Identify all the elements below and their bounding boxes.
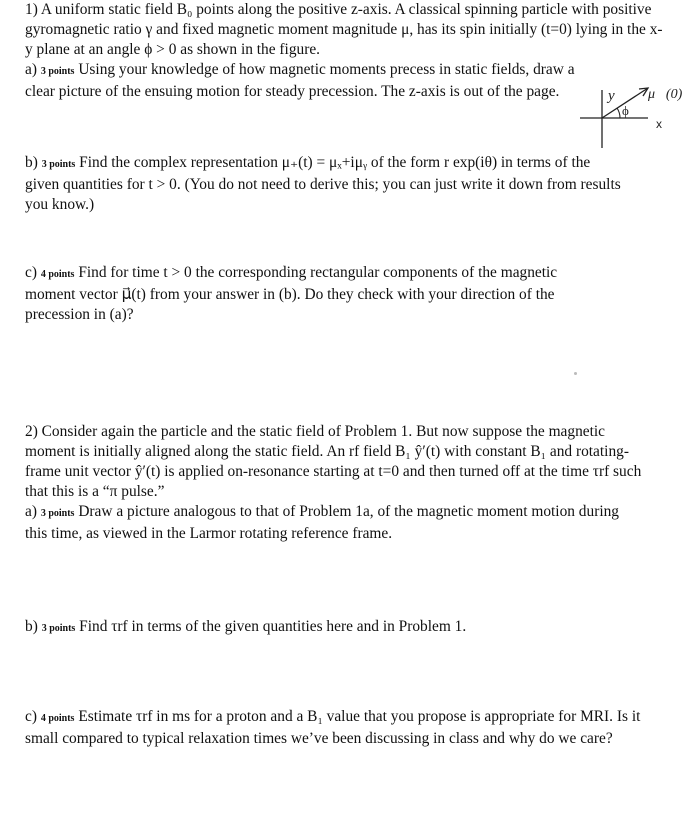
- scan-speck: [574, 372, 577, 375]
- points-badge: 3 points: [40, 66, 75, 77]
- axes-diagram: [580, 80, 690, 150]
- problem-1c: [25, 263, 600, 325]
- points-badge: 4 points: [40, 713, 75, 724]
- problem-2b-text: Find τrf in terms of the given quantities here and in Problem 1.: [79, 618, 467, 635]
- problem-2a-text: Draw a picture analogous to that of Problem 1a, of the magnetic moment motion during this time, as viewed in the Larmor rotating reference frame.: [25, 503, 619, 542]
- phi-label: ϕ: [622, 103, 629, 118]
- problem-2a: [25, 502, 625, 544]
- problem-1a: [25, 60, 585, 102]
- part-label: b): [25, 154, 38, 171]
- problem-1c-text: Find for time t > 0 the corresponding rectangular components of the magnetic moment vector μ⃗(t) from your answer in (b). Do they check with your direction of the precession in (a)?: [25, 264, 558, 323]
- part-label: c): [25, 264, 37, 281]
- y-axis-label: y: [608, 88, 615, 104]
- part-label: c): [25, 708, 37, 725]
- points-badge: 4 points: [40, 269, 75, 280]
- problem-1-intro: 1) A uniform static field B₀ points along the positive z-axis. A classical spinning particle with positive gyromagnetic ratio γ and fixed magnetic moment magnitude μ, has its spin initially (t=0) lying in the x-y plane at an angle ϕ > 0 as shown in the figure.: [25, 1, 663, 58]
- problem-1a-text: Using your knowledge of how magnetic moments precess in static fields, draw a clear picture of the ensuing motion for steady precession. The z-axis is out of the page.: [25, 61, 575, 100]
- points-badge: 3 points: [40, 508, 75, 519]
- x-axis-label: x: [656, 117, 662, 131]
- problem-1: [25, 0, 665, 102]
- mu-label: μ⃗(0): [648, 87, 683, 102]
- part-label: b): [25, 618, 38, 635]
- problem-2c-text: Estimate τrf in ms for a proton and a B₁ value that you propose is appropriate for MRI. Is it small compared to typical relaxation times we’ve been discussing in class and why do we care?: [25, 708, 641, 747]
- mu-arrowhead: [639, 88, 648, 96]
- points-badge: 3 points: [41, 159, 76, 170]
- points-badge: 3 points: [41, 623, 76, 634]
- initial-spin-figure: [580, 80, 690, 150]
- problem-2b: [25, 617, 665, 639]
- problem-2: [25, 422, 650, 544]
- phi-arc: [617, 108, 620, 118]
- problem-2-intro: 2) Consider again the particle and the static field of Problem 1. But now suppose the magnetic moment is initially aligned along the static field. An rf field B₁ ŷ′(t) with constant B₁ and rotating-frame unit vector ŷ′(t) is applied on-resonance starting at t=0 and then turned off at the time τrf such that this is a “π pulse.”: [25, 423, 642, 500]
- part-label: a): [25, 503, 37, 520]
- problem-2c: [25, 707, 645, 749]
- problem-1b-text: Find the complex representation μ₊(t) = μₓ+iμᵧ of the form r exp(iθ) in terms of the given quantities for t > 0. (You do not need to derive this; you can just write it down from results you know.): [25, 154, 621, 213]
- problem-1b: [25, 153, 625, 215]
- part-label: a): [25, 61, 37, 78]
